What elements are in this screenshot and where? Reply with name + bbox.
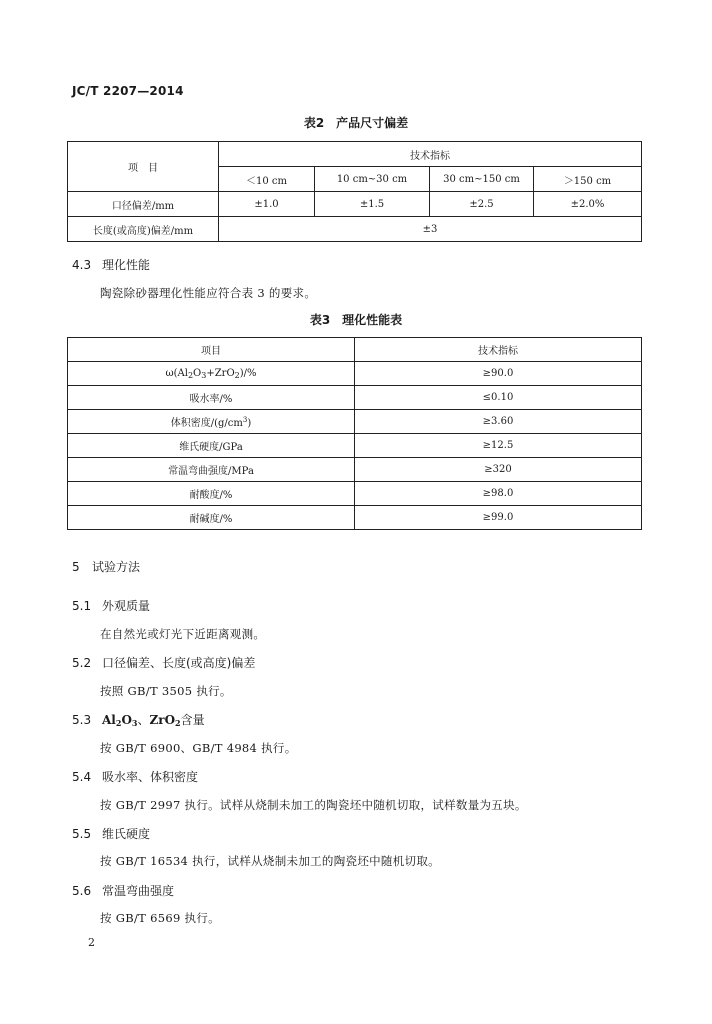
table-row	[68, 434, 642, 458]
table3-value: ≥12.5	[355, 434, 642, 458]
title-part: O	[121, 713, 132, 727]
table3-row-label: 耐酸度/%	[68, 482, 355, 506]
table2-row-label: 口径偏差/mm	[68, 192, 219, 217]
table3-header: 技术指标	[355, 338, 642, 362]
table3-row-label	[68, 362, 355, 386]
subscript: 3	[131, 718, 138, 728]
table3-row-label: 维氏硬度/GPa	[68, 434, 355, 458]
section-title: 理化性能	[102, 258, 151, 272]
table-row	[68, 217, 642, 242]
section-5-1-text: 在自然光或灯光下近距离观测。	[100, 627, 266, 641]
section-4-3-heading	[72, 256, 150, 273]
section-number: 5.3	[72, 713, 92, 727]
section-title: 常温弯曲强度	[102, 884, 175, 898]
size-deviation-table	[67, 141, 642, 242]
section-title: 试验方法	[92, 560, 141, 574]
label-part: 体积密度/(g/cm	[170, 418, 243, 429]
table2-cell: ±1.5	[315, 192, 430, 217]
section-number: 5	[72, 560, 80, 574]
section-5-2-heading	[72, 654, 255, 671]
section-5-4-heading	[72, 768, 198, 785]
table2-cell: ±1.0	[219, 192, 315, 217]
physical-properties-table	[67, 337, 642, 530]
table2-size-col: 10 cm~30 cm	[315, 167, 430, 192]
table-row	[68, 506, 642, 530]
table2-cell: ±2.5	[430, 192, 534, 217]
table3-value: ≥3.60	[355, 410, 642, 434]
section-number: 4.3	[72, 258, 92, 272]
section-number: 5.1	[72, 599, 92, 613]
section-title: 口径偏差、长度(或高度)偏差	[102, 656, 256, 670]
section-5-4-text: 按 GB/T 2997 执行。试样从烧制未加工的陶瓷坯中随机切取，试样数量为五块。	[100, 798, 527, 812]
section-number: 5.6	[72, 884, 92, 898]
section-5-6-text: 按 GB/T 6569 执行。	[100, 911, 220, 925]
table2-size-col: ＜10 cm	[219, 167, 315, 192]
superscript: 3	[242, 416, 248, 424]
table3-header: 项目	[68, 338, 355, 362]
title-part: Al	[102, 713, 116, 727]
section-5-heading	[72, 558, 140, 575]
section-title: 吸水率、体积密度	[102, 770, 199, 784]
table2-item-header: 项 目	[68, 142, 219, 192]
subscript: 2	[175, 718, 181, 728]
table-row	[68, 410, 642, 434]
table3-value: ≥320	[355, 458, 642, 482]
table3-value: ≥99.0	[355, 506, 642, 530]
section-title: 外观质量	[102, 599, 151, 613]
standard-code: JC/T 2207—2014	[72, 84, 184, 98]
section-number: 5.4	[72, 770, 92, 784]
table2-spec-header: 技术指标	[219, 142, 642, 167]
table-row	[68, 458, 642, 482]
table3-caption: 表3 理化性能表	[309, 313, 403, 327]
table-row	[68, 482, 642, 506]
table-header-row	[68, 338, 642, 362]
table3-row-label	[68, 410, 355, 434]
label-part: )	[247, 418, 252, 429]
table3-row-label: 耐碱度/%	[68, 506, 355, 530]
label-part: O	[193, 367, 202, 379]
title-part: 含量	[180, 713, 205, 727]
table-row	[68, 362, 642, 386]
section-5-2-text: 按照 GB/T 3505 执行。	[100, 684, 232, 698]
section-5-5-text: 按 GB/T 16534 执行，试样从烧制未加工的陶瓷坯中随机切取。	[100, 854, 440, 868]
section-5-3-text: 按 GB/T 6900、GB/T 4984 执行。	[100, 741, 297, 755]
table2-size-col: 30 cm~150 cm	[430, 167, 534, 192]
table3-value: ≥98.0	[355, 482, 642, 506]
table3-row-label: 吸水率/%	[68, 386, 355, 410]
section-5-5-heading	[72, 825, 150, 842]
table2-caption: 表2 产品尺寸偏差	[303, 116, 409, 130]
table2-cell: ±2.0%	[534, 192, 642, 217]
subscript: 2	[187, 370, 194, 380]
table2-row-label: 长度(或高度)偏差/mm	[68, 217, 219, 242]
table2-merged-cell: ±3	[219, 217, 642, 242]
section-5-3-heading	[72, 711, 205, 728]
title-part: ZrO	[149, 713, 176, 727]
subscript: 2	[234, 370, 240, 380]
label-part: +ZrO	[206, 367, 235, 379]
table3-value: ≥90.0	[355, 362, 642, 386]
section-title: 维氏硬度	[102, 827, 151, 841]
table-row	[68, 386, 642, 410]
table3-value: ≤0.10	[355, 386, 642, 410]
page-number: 2	[88, 936, 95, 949]
section-number: 5.2	[72, 656, 92, 670]
label-part: ω(Al	[165, 367, 188, 379]
section-5-1-heading	[72, 597, 150, 614]
table-row	[68, 192, 642, 217]
section-4-3-text: 陶瓷除砂器理化性能应符合表 3 的要求。	[100, 286, 317, 300]
section-5-6-heading	[72, 882, 174, 899]
table3-row-label: 常温弯曲强度/MPa	[68, 458, 355, 482]
section-number: 5.5	[72, 827, 92, 841]
table2-size-col: ＞150 cm	[534, 167, 642, 192]
subscript: 2	[115, 718, 122, 728]
subscript: 3	[201, 370, 207, 380]
label-part: )/%	[239, 367, 257, 379]
title-part: 、	[137, 713, 150, 727]
